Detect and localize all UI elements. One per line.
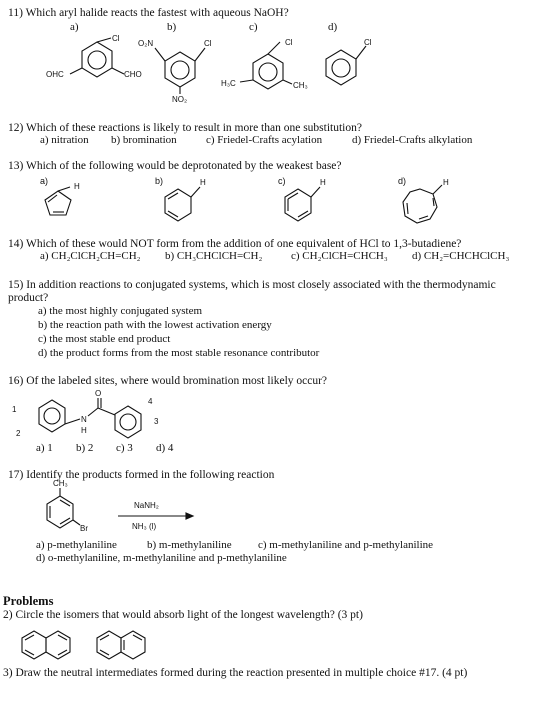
q16-o: O	[95, 389, 102, 398]
q14-option-d: d) CH₂=CHCHClCH₃	[412, 250, 510, 262]
q13-a-molecule	[45, 182, 80, 215]
q16-site-2: 2	[16, 429, 21, 438]
q16-answer-d: d) 4	[156, 442, 174, 454]
q13-b-h: H	[200, 178, 206, 187]
q13-d-h: H	[443, 178, 449, 187]
q12-option-a: a) nitration	[40, 134, 89, 146]
q16-h: H	[81, 426, 87, 435]
q11-d-cl: Cl	[364, 38, 372, 47]
q17-reaction	[0, 480, 538, 540]
q16-answer-c: c) 3	[116, 442, 133, 454]
q17-arrow	[118, 513, 193, 519]
q12-option-c: c) Friedel-Crafts acylation	[206, 134, 323, 146]
q12-option-d: d) Friedel-Crafts alkylation	[352, 134, 473, 146]
q13-structures	[0, 175, 538, 235]
q15-option-a: a) the most highly conjugated system	[38, 305, 203, 317]
q11-c-molecule	[221, 38, 308, 90]
q11-question: 11) Which aryl halide reacts the fastest with aqueous NaOH?	[8, 7, 289, 19]
q14-option-c: c) CH₂ClCH=CHCH₃	[291, 250, 388, 262]
q11-structures	[0, 30, 538, 130]
q11-b-no2: NO₂	[172, 95, 188, 104]
q17-option-a: a) p-methylaniline	[36, 539, 117, 551]
q13-option-a: a)	[40, 176, 49, 186]
problem-3-text: 3) Draw the neutral intermediates formed during the reaction presented in multiple choice #17. (4 pt)	[3, 667, 468, 679]
q16-n: N	[81, 415, 87, 424]
q11-d-molecule	[326, 38, 372, 85]
q17-option-c: c) m-methylaniline and p-methylaniline	[258, 539, 434, 551]
q17-ch3: CH₃	[53, 479, 68, 488]
q11-option-b: b)	[167, 21, 177, 33]
q13-d-molecule	[403, 178, 449, 223]
q11-option-c: c)	[249, 21, 258, 33]
q14-option-a: a) CH₂ClCH₂CH=CH₂	[40, 250, 141, 262]
q17-question: 17) Identify the products formed in the following reaction	[8, 469, 275, 481]
q16-structure	[0, 388, 538, 448]
q16-molecule	[12, 389, 159, 438]
p2-molecule-1	[22, 631, 70, 659]
q16-answer-b: b) 2	[76, 442, 94, 454]
q16-site-3: 3	[154, 417, 159, 426]
q13-option-d: d)	[398, 176, 407, 186]
q16-answer-a: a) 1	[36, 442, 53, 454]
q16-site-1: 1	[12, 405, 17, 414]
q11-b-o2n: O₂N	[138, 39, 154, 48]
problem-2-text: 2) Circle the isomers that would absorb light of the longest wavelength? (3 pt)	[3, 609, 363, 621]
problems-heading: Problems	[3, 594, 54, 608]
q11-a-cl: Cl	[112, 34, 120, 43]
q11-b-molecule	[138, 39, 212, 104]
q13-option-b: b)	[155, 176, 164, 186]
q11-c-h3c: H₃C	[221, 79, 236, 88]
q15-option-b: b) the reaction path with the lowest activation energy	[38, 319, 272, 331]
q17-reagent1: NaNH₂	[134, 501, 159, 510]
q13-b-molecule	[165, 178, 206, 221]
q17-br: Br	[80, 524, 88, 533]
q13-c-h: H	[320, 178, 326, 187]
q11-a-left: OHC	[46, 70, 64, 79]
p2-molecule-2	[97, 631, 145, 659]
q11-b-cl: Cl	[204, 39, 212, 48]
problem-2-structures	[0, 625, 538, 665]
q17-option-d: d) o-methylaniline, m-methylaniline and p-methylaniline	[36, 552, 287, 564]
q11-a-right: CHO	[124, 70, 142, 79]
q13-question: 13) Which of the following would be deprotonated by the weakest base?	[8, 160, 342, 172]
q17-reactant	[47, 479, 88, 533]
q15-option-c: c) the most stable end product	[38, 333, 171, 345]
q16-site-4: 4	[148, 397, 153, 406]
q13-a-h: H	[74, 182, 80, 191]
q12-option-b: b) bromination	[111, 134, 177, 146]
q15-option-d: d) the product forms from the most stable resonance contributor	[38, 347, 320, 359]
q17-reagent2: NH₃ (l)	[132, 522, 157, 531]
q11-option-a: a)	[70, 21, 79, 33]
q13-option-c: c)	[278, 176, 286, 186]
q11-c-ch3: CH₃	[293, 81, 308, 90]
q17-option-b: b) m-methylaniline	[147, 539, 232, 551]
q11-a-molecule	[46, 34, 142, 79]
q15-question-line1: 15) In addition reactions to conjugated systems, which is most closely associated with the thermodynamic	[8, 279, 496, 291]
q11-c-cl: Cl	[285, 38, 293, 47]
q15-question-line2: product?	[8, 292, 49, 304]
q12-question: 12) Which of these reactions is likely to result in more than one substitution?	[8, 122, 362, 134]
q14-option-b: b) CH₃CHClCH=CH₂	[165, 250, 263, 262]
q13-c-molecule	[285, 178, 326, 221]
q16-question: 16) Of the labeled sites, where would bromination most likely occur?	[8, 375, 328, 387]
q14-question: 14) Which of these would NOT form from the addition of one equivalent of HCl to 1,3-butadiene?	[8, 238, 462, 250]
q11-option-d: d)	[328, 21, 338, 33]
